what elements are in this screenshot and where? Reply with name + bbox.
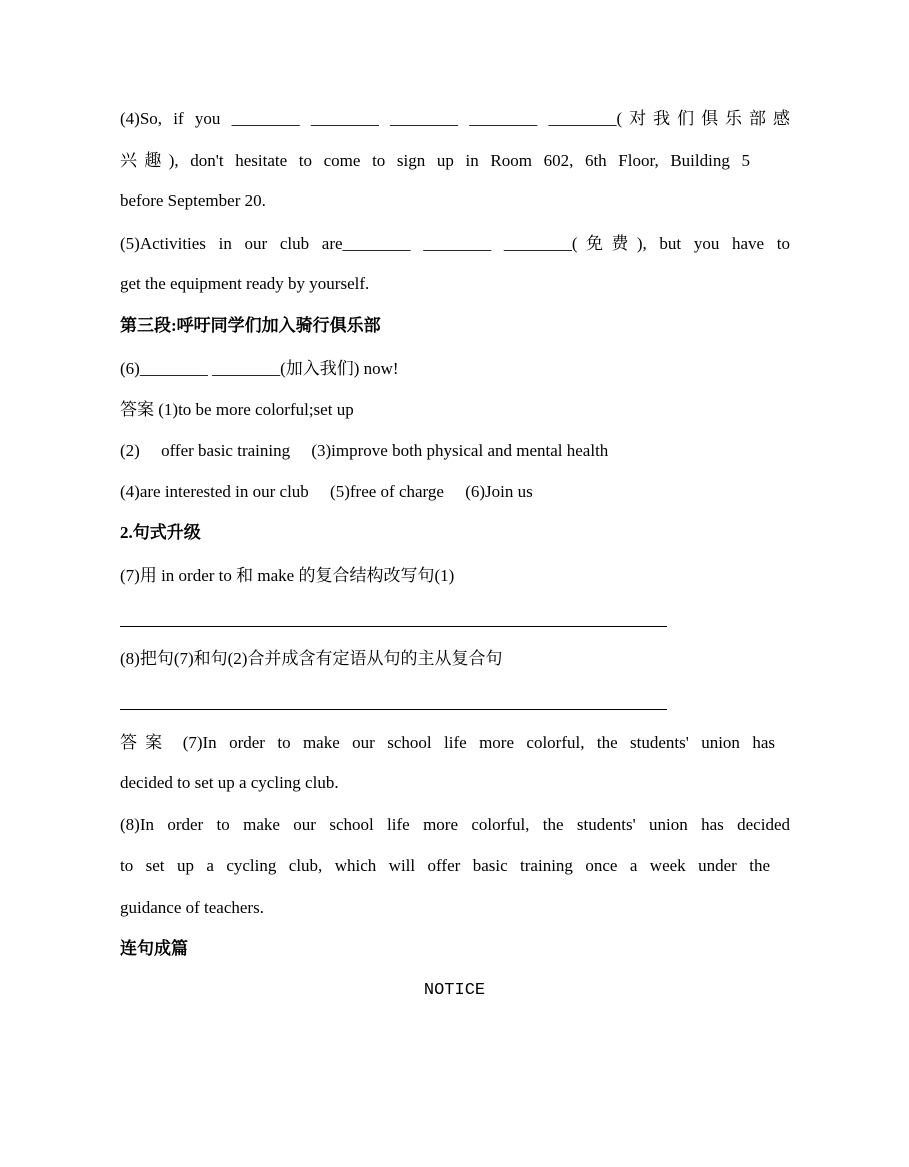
- answer-line-1: 答案 (1)to be more colorful;set up: [120, 400, 354, 419]
- exercise-5-line-1: (5)Activities in our club are________ ________ ________(免费), but you have to: [120, 234, 790, 253]
- answer-8-line-2: to set up a cycling club, which will offer basic training once a week under the: [120, 856, 770, 875]
- answer-8-line-1: (8)In order to make our school life more colorful, the students' union has decided: [120, 815, 790, 834]
- exercise-7-prompt: (7)用 in order to 和 make 的复合结构改写句(1): [120, 566, 455, 585]
- answer-line-3: (4)are interested in our club (5)free of charge (6)Join us: [120, 482, 533, 501]
- answer-line-2: (2) offer basic training (3)improve both physical and mental health: [120, 441, 609, 460]
- answer-7-line-1: 答案 (7)In order to make our school life more colorful, the students' union has: [120, 733, 775, 752]
- answer-8-line-3: guidance of teachers.: [120, 898, 264, 917]
- exercise-4-line-2: 兴趣), don't hesitate to come to sign up in Room 602, 6th Floor, Building 5: [120, 151, 750, 170]
- answer-blank-line-7: [120, 626, 667, 627]
- notice-title: NOTICE: [423, 981, 486, 1000]
- exercise-6-line: (6)________ ________(加入我们) now!: [120, 359, 399, 378]
- exercise-5-line-2: get the equipment ready by yourself.: [120, 274, 370, 293]
- section-heading-sentence-upgrade: 2.句式升级: [120, 523, 201, 542]
- exercise-8-prompt: (8)把句(7)和句(2)合并成含有定语从句的主从复合句: [120, 649, 503, 668]
- exercise-4-line-3: before September 20.: [120, 191, 266, 210]
- answer-blank-line-8: [120, 709, 667, 710]
- exercise-4-line-1: (4)So, if you ________ ________ ________ ________ ________(对我们俱乐部感: [120, 109, 790, 128]
- answer-7-line-2: decided to set up a cycling club.: [120, 773, 339, 792]
- section-heading-compose: 连句成篇: [120, 939, 188, 958]
- section-heading-paragraph-3: 第三段:呼吁同学们加入骑行俱乐部: [120, 316, 381, 335]
